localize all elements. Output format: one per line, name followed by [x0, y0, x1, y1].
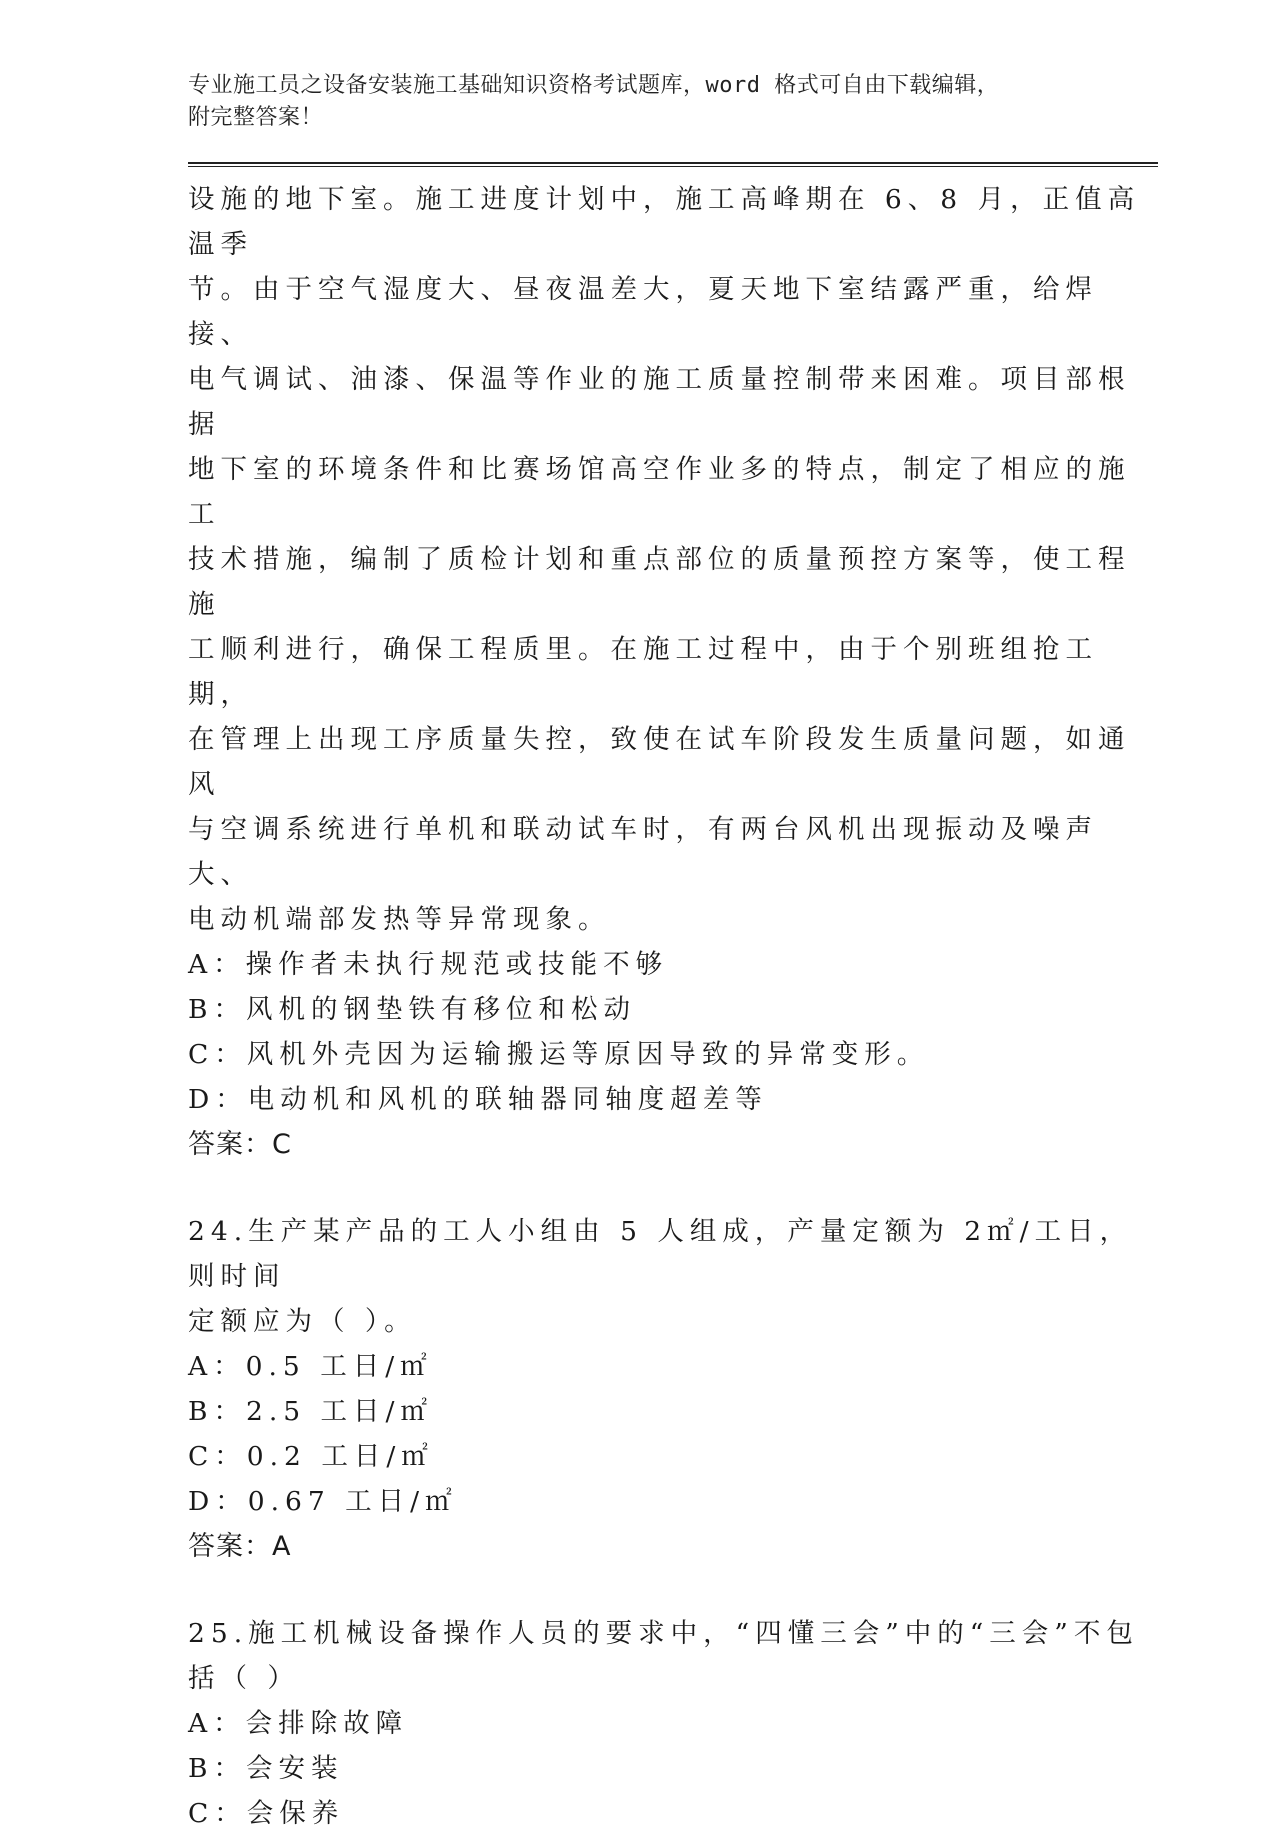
document-header: [188, 70, 1158, 134]
header-line-1: 专业施工员之设备安装施工基础知识资格考试题库，word 格式可自由下载编辑，: [188, 73, 1000, 98]
question-stem-line: 设施的地下室。施工进度计划中，施工高峰期在 6、8 月，正值高温季: [188, 184, 1141, 260]
question-spacer: [188, 1569, 1158, 1611]
option-c: C：会保养: [188, 1798, 345, 1829]
question-24: [188, 1209, 1158, 1569]
question-stem-line: 24.生产某产品的工人小组由 5 人组成，产量定额为 2㎡/工日，则时间: [188, 1216, 1133, 1292]
document-page: [188, 70, 1158, 1836]
question-25: [188, 1611, 1158, 1836]
question-stem-line: 括（ ）: [188, 1663, 300, 1694]
question-stem-line: 电气调试、油漆、保温等作业的施工质量控制带来困难。项目部根据: [188, 364, 1131, 440]
question-content: [188, 177, 1158, 1836]
header-line-2: 附完整答案！: [188, 105, 324, 130]
question-stem-line: 技术措施，编制了质检计划和重点部位的质量预控方案等，使工程施: [188, 544, 1131, 620]
question-stem-line: 在管理上出现工序质量失控，致使在试车阶段发生质量问题，如通风: [188, 724, 1131, 800]
header-divider-inner: [188, 166, 1158, 167]
option-a: A：操作者未执行规范或技能不够: [188, 949, 669, 980]
question-stem-line: 地下室的环境条件和比赛场馆高空作业多的特点，制定了相应的施工: [188, 454, 1131, 530]
question-spacer: [188, 1167, 1158, 1209]
option-a: A：会排除故障: [188, 1708, 409, 1739]
question-stem-line: 与空调系统进行单机和联动试车时，有两台风机出现振动及噪声大、: [188, 814, 1098, 890]
option-d: D：0.67 工日/㎡: [188, 1486, 458, 1517]
option-b: B：会安装: [188, 1753, 344, 1784]
question-stem-line: 定额应为（ ）。: [188, 1306, 417, 1337]
answer-line: 答案：A: [188, 1531, 292, 1562]
option-a: A：0.5 工日/㎡: [188, 1351, 433, 1382]
header-divider: [188, 162, 1158, 167]
option-c: C：风机外壳因为运输搬运等原因导致的异常变形。: [188, 1039, 930, 1070]
question-stem-line: 工顺利进行，确保工程质里。在施工过程中，由于个别班组抢工期，: [188, 634, 1098, 710]
question-stem-line: 25.施工机械设备操作人员的要求中，“四懂三会”中的“三会”不包: [188, 1618, 1139, 1649]
question-23: [188, 177, 1158, 1167]
question-stem-line: 电动机端部发热等异常现象。: [188, 904, 611, 935]
option-c: C：0.2 工日/㎡: [188, 1441, 434, 1472]
option-d: D：电动机和风机的联轴器同轴度超差等: [188, 1084, 768, 1115]
answer-line: 答案：C: [188, 1129, 292, 1160]
question-stem-line: 节。由于空气湿度大、昼夜温差大，夏天地下室结露严重，给焊接、: [188, 274, 1098, 350]
option-b: B：2.5 工日/㎡: [188, 1396, 433, 1427]
option-b: B：风机的钢垫铁有移位和松动: [188, 994, 636, 1025]
